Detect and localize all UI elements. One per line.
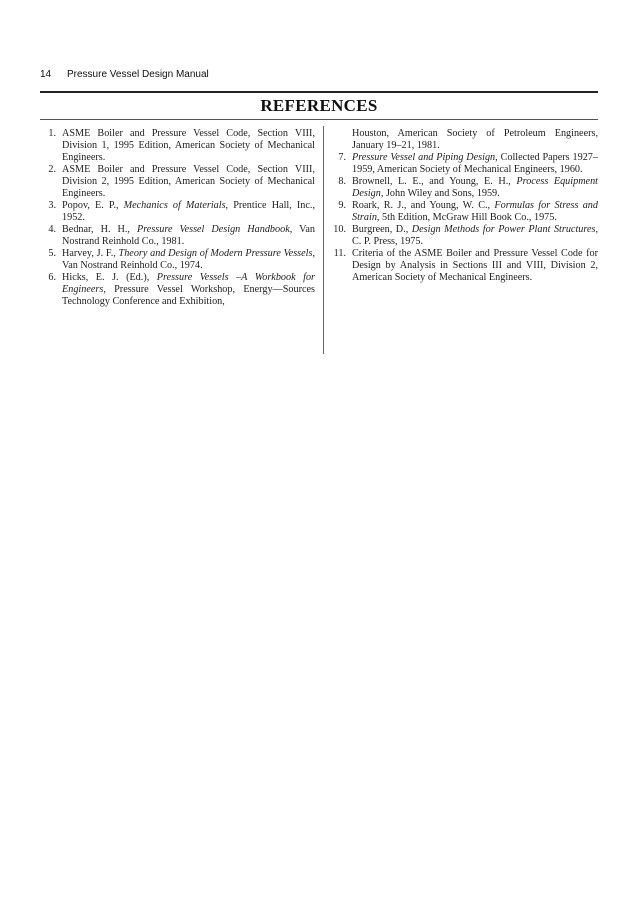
reference-item	[40, 200, 315, 224]
reference-title: Pressure Vessels –A Workbook for Engineers	[62, 272, 316, 295]
page-number: 14	[40, 69, 52, 80]
header-rule	[40, 91, 598, 93]
reference-title: Mechanics of Materials	[123, 200, 226, 211]
reference-number: 4.	[48, 224, 56, 235]
reference-title: Theory and Design of Modern Pressure Vessels	[118, 248, 313, 259]
reference-item	[330, 200, 598, 224]
reference-number: 8.	[338, 176, 346, 187]
reference-item	[330, 248, 598, 284]
reference-publisher: , C. P. Press, 1975.	[352, 224, 598, 247]
reference-author: Brownell, L. E., and Young, E. H.,	[352, 176, 517, 187]
reference-number: 1.	[48, 128, 56, 139]
reference-publisher: , Van Nostrand Reinhold Co., 1974.	[62, 248, 315, 271]
section-title: REFERENCES	[260, 96, 378, 115]
reference-title: Pressure Vessel Design Handbook	[137, 224, 290, 235]
reference-author: Harvey, J. F.,	[62, 248, 119, 259]
reference-author: Roark, R. J., and Young, W. C.,	[352, 200, 495, 211]
reference-item	[330, 176, 598, 200]
reference-publisher: , John Wiley and Sons, 1959.	[380, 188, 500, 199]
reference-text: ASME Boiler and Pressure Vessel Code, Section VIII, Division 2, 1995 Edition, American Society of Mechanical Engineers.	[62, 164, 315, 199]
reference-author: Bednar, H. H.,	[62, 224, 137, 235]
reference-author: Popov, E. P.,	[62, 200, 124, 211]
reference-publisher: , 5th Edition, McGraw Hill Book Co., 1975.	[376, 212, 557, 223]
reference-author: Hicks, E. J. (Ed.),	[62, 272, 157, 283]
reference-item	[330, 224, 598, 248]
references-left-column	[40, 128, 315, 308]
reference-publisher: , Van Nostrand Reinhold Co., 1981.	[62, 224, 315, 247]
reference-item	[330, 152, 598, 176]
reference-title: Pressure Vessel and Piping Design	[352, 152, 496, 163]
title-rule	[40, 119, 598, 120]
reference-number: 6.	[48, 272, 56, 283]
reference-publisher: , Pressure Vessel Workshop, Energy—Sources Technology Conference and Exhibition,	[62, 284, 315, 307]
reference-number: 2.	[48, 164, 56, 175]
reference-text: Houston, American Society of Petroleum Engineers, January 19–21, 1981.	[352, 128, 598, 151]
reference-text: ASME Boiler and Pressure Vessel Code, Section VIII, Division 1, 1995 Edition, American Society of Mechanical Engineers.	[62, 128, 315, 163]
reference-number: 9.	[338, 200, 346, 211]
reference-item	[40, 164, 315, 200]
reference-item	[40, 272, 315, 308]
reference-title: Formulas for Stress and Strain	[352, 200, 598, 223]
references-right-column	[330, 128, 598, 284]
reference-publisher: , Collected Papers 1927–1959, American Society of Mechanical Engineers, 1960.	[352, 152, 598, 175]
reference-number: 10.	[333, 224, 346, 235]
reference-title: Design Methods for Power Plant Structures	[411, 224, 596, 235]
reference-number: 3.	[48, 200, 56, 211]
reference-item	[40, 248, 315, 272]
reference-number: 7.	[338, 152, 346, 163]
reference-author: Burgreen, D.,	[352, 224, 412, 235]
book-title: Pressure Vessel Design Manual	[67, 69, 209, 80]
reference-title: Process Equipment Design	[352, 176, 598, 199]
running-head	[40, 69, 209, 80]
reference-number: 5.	[48, 248, 56, 259]
reference-number: 11.	[333, 248, 346, 259]
reference-publisher: , Prentice Hall, Inc., 1952.	[62, 200, 315, 223]
reference-item	[40, 224, 315, 248]
reference-continuation	[330, 128, 598, 152]
column-divider	[323, 126, 324, 354]
reference-text: Criteria of the ASME Boiler and Pressure Vessel Code for Design by Analysis in Sections III and VIII, Division 2, American Society of Mechanical Engineers.	[352, 248, 598, 283]
reference-item	[40, 128, 315, 164]
